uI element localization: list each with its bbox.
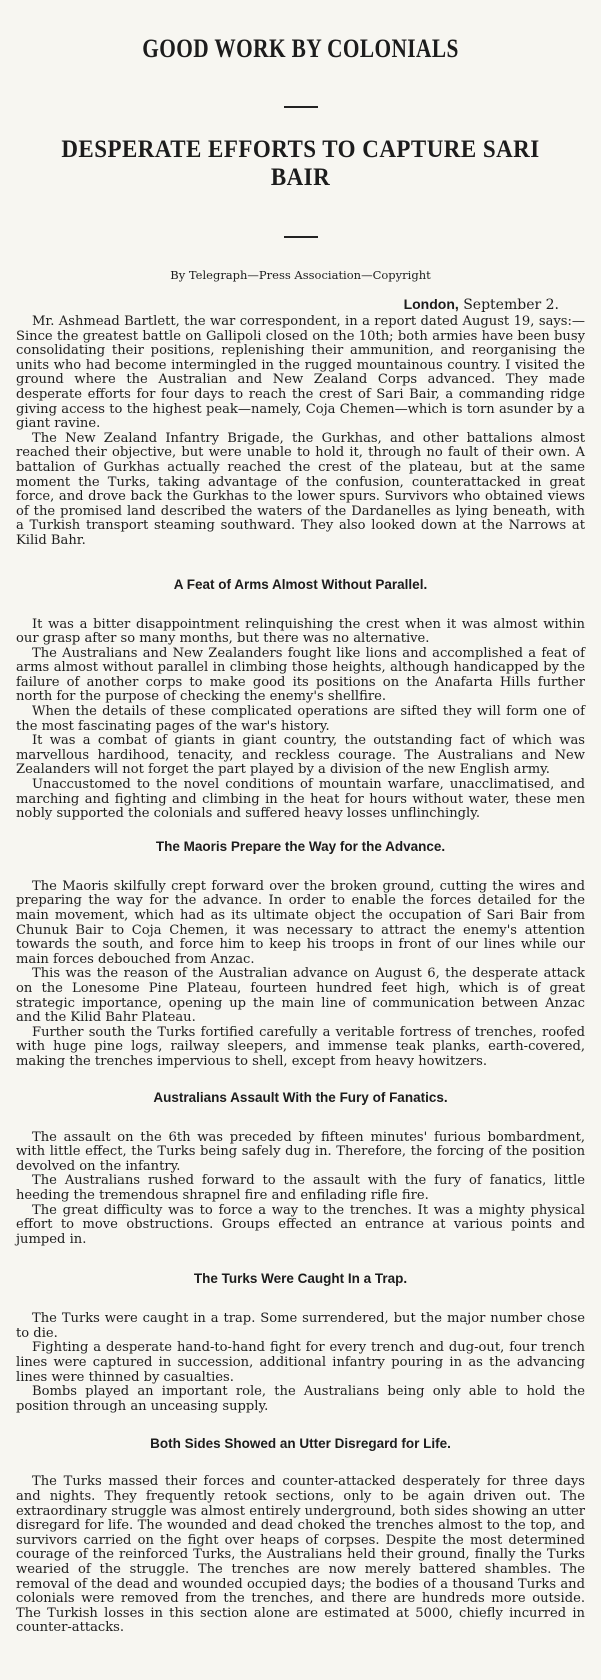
section-heading: Australians Assault With the Fury of Fanatics. [153, 1089, 448, 1105]
paragraph: It was a bitter disappointment relinquishing the crest when it was almost within our grasp after so many months, but there was no alternative. [16, 616, 585, 647]
paragraph: Mr. Ashmead Bartlett, the war correspondent, in a report dated August 19, says:—Since the greatest battle on Gallipoli closed on the 10th; both armies have been busy consolidating their positions, replenishing their ammunition, and reorganising the units who had become intermingled in the rugged mountainous country. I visited the ground where the Australian and New Zealand Corps advanced. They made desperate efforts for four days to reach the crest of Sari Bair, a commanding ridge giving access to the highest peak—namely, Coja Chemen—which is torn asunder by a giant ravine. [16, 314, 585, 432]
paragraph: Fighting a desperate hand-to-hand fight for every trench and dug-out, four trench lines were captured in succession, additional infantry pouring in as the advancing lines were thinned by casualties. [16, 1340, 585, 1385]
paragraph: The great difficulty was to force a way to the trenches. It was a mighty physical effort to move obstructions. Groups effected an entrance at various points and jumped in. [16, 1202, 585, 1247]
section [16, 577, 585, 822]
section-heading: The Maoris Prepare the Way for the Advance. [155, 838, 446, 854]
section [16, 1090, 585, 1248]
paragraph: The Australians and New Zealanders fought like lions and accomplished a feat of arms almost without parallel in climbing those heights, although handicapped by the failure of another corps to make good its positions on the Anafarta Hills further north for the purpose of checking the enemy's shellfire. [16, 645, 585, 705]
paragraph: The New Zealand Infantry Brigade, the Gurkhas, and other battalions almost reached their objective, but were unable to hold it, through no fault of their own. A battalion of Gurkhas actually reached the crest of the plateau, but at the same moment the Turks, taking advantage of the confusion, counterattacked in great force, and drove back the Gurkhas to the lower spurs. Survivors who obtained views of the promised land described the waters of the Dardanelles as lying beneath, with a Turkish transport steaming southward. They also looked down at the Narrows at Kilid Bahr. [16, 430, 585, 548]
dateline-date: September 2. [463, 297, 559, 313]
dateline [16, 296, 559, 313]
paragraph: It was a combat of giants in giant country, the outstanding fact of which was marvellous hardihood, tenacity, and reckless courage. The Australians and New Zealanders will not forget the part played by a division of the new English army. [16, 733, 585, 778]
subheadline: DESPERATE EFFORTS TO CAPTURE SARI BAIR [61, 136, 540, 191]
section-heading: Both Sides Showed an Utter Disregard for Life. [150, 1436, 451, 1452]
headline: GOOD WORK BY COLONIALS [142, 34, 459, 63]
section [16, 1271, 585, 1414]
divider-rule [284, 106, 318, 108]
paragraph: The Turks were caught in a trap. Some surrendered, but the major number chose to die. [16, 1311, 585, 1341]
paragraph: When the details of these complicated operations are sifted they will form one of the most fascinating pages of the war's history. [16, 704, 585, 734]
byline: By Telegraph—Press Association—Copyright [170, 268, 431, 282]
divider-rule [284, 236, 318, 238]
section-heading: The Turks Were Caught In a Trap. [193, 1271, 408, 1287]
paragraph: The assault on the 6th was preceded by fifteen minutes' furious bombardment, with little effect, the Turks being safely dug in. Therefore, the forcing of the position devolved on the infantry. [16, 1129, 585, 1174]
intro [16, 315, 585, 549]
section [16, 839, 585, 1070]
paragraph: The Australians rushed forward to the assault with the fury of fanatics, little heeding the tremendous shrapnel fire and enfilading rifle fire. [16, 1173, 585, 1203]
paragraph: Unaccustomed to the novel conditions of mountain warfare, unacclimatised, and marching and fighting and climbing in the heat for hours without water, these men nobly supported the colonials and suffered heavy losses unflinchingly. [16, 777, 585, 822]
paragraph: The Maoris skilfully crept forward over the broken ground, cutting the wires and preparing the way for the advance. In order to enable the forces detailed for the main movement, which had as its ultimate object the occupation of Sari Bair from Chunuk Bair to Coja Chemen, it was necessary to attract the enemy's attention towards the south, and force him to keep his troops in front of our lines while our main forces debouched from Anzac. [16, 878, 585, 967]
paragraph: The Turks massed their forces and counter-attacked desperately for three days and nights. They frequently retook sections, only to be again driven out. The extraordinary struggle was almost entirely underground, both sides showing an utter disregard for life. The wounded and dead choked the trenches almost to the top, and survivors carried on the fight over heaps of corpses. Despite the most determined courage of the reinforced Turks, the Australians held their ground, finally the Turks wearied of the struggle. The trenches are now merely battered shambles. The removal of the dead and wounded occupied days; the bodies of a thousand Turks and colonials were removed from the trenches, and there are hundreds more outside. The Turkish losses in this section alone are estimated at 5000, chiefly incurred in counter-attacks. [16, 1474, 585, 1636]
paragraph: This was the reason of the Australian advance on August 6, the desperate attack on the Lonesome Pine Plateau, fourteen hundred feet high, which is of great strategic importance, opening up the main line of communication between Anzac and the Kilid Bahr Plateau. [16, 966, 585, 1026]
paragraph: Bombs played an important role, the Australians being only able to hold the position through an unceasing supply. [16, 1384, 585, 1414]
section-heading: A Feat of Arms Almost Without Parallel. [173, 576, 428, 592]
paragraph: Further south the Turks fortified carefully a veritable fortress of trenches, roofed with huge pine logs, railway sleepers, and immense teak planks, earth-covered, making the trenches impervious to shell, except from heavy howitzers. [16, 1024, 585, 1069]
dateline-place: London, [403, 296, 459, 312]
section [16, 1436, 585, 1636]
